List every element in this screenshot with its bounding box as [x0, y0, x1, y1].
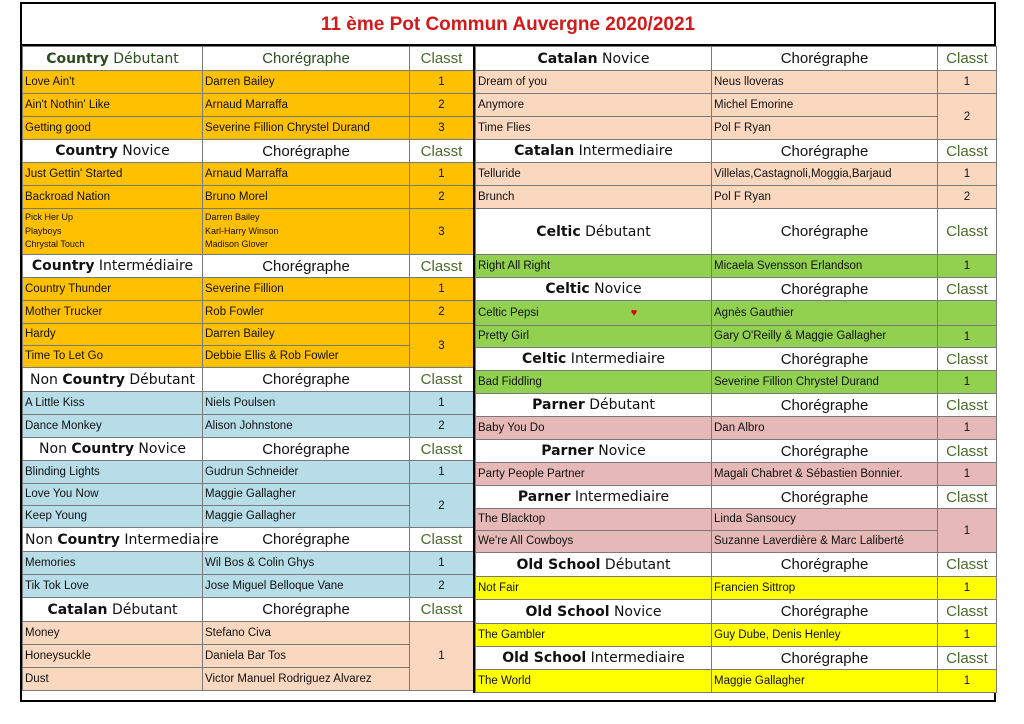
- choreographer: Pol F Ryan: [712, 117, 938, 140]
- song-title-cell: [476, 301, 712, 326]
- choreographer-header: Chorégraphe: [712, 647, 938, 670]
- left-table: [22, 46, 474, 691]
- choreographer: Agnès Gauthier: [712, 301, 938, 326]
- classt-header: Classt: [938, 553, 997, 577]
- choreographer-header: Chorégraphe: [712, 553, 938, 577]
- choreographer: Dan Albro: [712, 417, 938, 440]
- table-row: [476, 301, 997, 326]
- table-row: [23, 552, 474, 575]
- choreographer: Wil Bos & Colin Ghys: [203, 552, 410, 575]
- table-row: [23, 622, 474, 645]
- table-row: [476, 163, 997, 186]
- song-title: Keep Young: [23, 506, 203, 528]
- classt-header: Classt: [410, 255, 474, 278]
- choreographer: Niels Poulsen: [203, 392, 410, 415]
- classt-header: Classt: [410, 368, 474, 392]
- classt-value: [938, 301, 997, 326]
- choreographer: Francien Sittrop: [712, 577, 938, 600]
- choreographer-header: Chorégraphe: [712, 278, 938, 301]
- classt-value: 2: [410, 94, 474, 117]
- classt-value: 1: [938, 163, 997, 186]
- choreographer-header: Chorégraphe: [712, 600, 938, 624]
- table-row: [23, 668, 474, 691]
- choreographer: Debbie Ellis & Rob Fowler: [203, 346, 410, 368]
- song-title: Time Flies: [476, 117, 712, 140]
- choreographer-header: Chorégraphe: [712, 209, 938, 255]
- song-title: Pretty Girl: [476, 326, 712, 348]
- song-title: Celtic Pepsi: [478, 306, 539, 319]
- song-title: Country Thunder: [23, 278, 203, 301]
- song-title: Love Ain't: [23, 71, 203, 94]
- table-row: [476, 531, 997, 553]
- choreographer: Madison Glover: [205, 239, 269, 250]
- section-title: Non Country Novice: [23, 438, 203, 461]
- song-title: We're All Cowboys: [476, 531, 712, 553]
- section-header: [476, 278, 997, 301]
- table-row: [23, 186, 474, 209]
- section-header: [23, 47, 474, 71]
- choreographer: Alison Johnstone: [203, 415, 410, 438]
- choreographer: Bruno Morel: [203, 186, 410, 209]
- choreographer-header: Chorégraphe: [203, 47, 410, 71]
- choreographer-group: [203, 209, 410, 255]
- table-row: [23, 301, 474, 324]
- song-title: Getting good: [23, 117, 203, 140]
- classt-header: Classt: [938, 278, 997, 301]
- table-row: [476, 417, 997, 440]
- song-title: Party People Partner: [476, 463, 712, 486]
- table-row: [23, 71, 474, 94]
- song-title: The Gambler: [476, 624, 712, 647]
- section-header: [476, 647, 997, 670]
- section-header: [476, 140, 997, 163]
- song-title: The Blacktop: [476, 509, 712, 531]
- left-column: [22, 46, 473, 691]
- classt-value: 1: [938, 624, 997, 647]
- classt-value: 1: [410, 552, 474, 575]
- choreographer: Gudrun Schneider: [203, 461, 410, 484]
- choreographer-header: Chorégraphe: [712, 394, 938, 417]
- table-row: [476, 670, 997, 693]
- table-row: [23, 346, 474, 368]
- table-row: [23, 209, 474, 255]
- classt-value: 1: [938, 577, 997, 600]
- song-title: Brunch: [476, 186, 712, 209]
- choreographer-header: Chorégraphe: [712, 348, 938, 371]
- heart-icon: ♥: [630, 306, 638, 319]
- choreographer: Stefano Civa: [203, 622, 410, 645]
- song-title: Right All Right: [476, 255, 712, 278]
- table-row: [23, 278, 474, 301]
- classt-value: 1: [410, 278, 474, 301]
- choreographer: Daniela Bar Tos: [203, 645, 410, 668]
- choreographer: Darren Bailey: [205, 211, 260, 222]
- song-title: Backroad Nation: [23, 186, 203, 209]
- classt-value: 1: [410, 392, 474, 415]
- choreographer: Guy Dube, Denis Henley: [712, 624, 938, 647]
- section-title: Celtic Novice: [476, 278, 712, 301]
- choreographer: Rob Fowler: [203, 301, 410, 324]
- classt-value: 1: [410, 163, 474, 186]
- classt-value: 1: [938, 71, 997, 94]
- section-title: Non Country Débutant: [23, 368, 203, 392]
- song-title: Honeysuckle: [23, 645, 203, 668]
- song-title: Memories: [23, 552, 203, 575]
- choreographer-header: Chorégraphe: [203, 598, 410, 622]
- table-row: [476, 255, 997, 278]
- song-title: Just Gettin' Started: [23, 163, 203, 186]
- choreographer-header: Chorégraphe: [203, 528, 410, 552]
- table-row: [23, 324, 474, 346]
- table-row: [476, 71, 997, 94]
- classt-header: Classt: [410, 47, 474, 71]
- song-title: Chrystal Touch: [25, 239, 85, 250]
- song-title: Baby You Do: [476, 417, 712, 440]
- classt-value: 1: [410, 461, 474, 484]
- section-header: [476, 47, 997, 71]
- song-title: A Little Kiss: [23, 392, 203, 415]
- section-title: Country Débutant: [23, 47, 203, 71]
- song-title: Playboys: [25, 225, 62, 236]
- table-row: [23, 117, 474, 140]
- song-title: Not Fair: [476, 577, 712, 600]
- section-header: [476, 440, 997, 463]
- choreographer: Arnaud Marraffa: [203, 94, 410, 117]
- classt-value: 1: [938, 371, 997, 394]
- section-header: [23, 528, 474, 552]
- classt-header: Classt: [938, 209, 997, 255]
- classt-value: 1: [938, 463, 997, 486]
- choreographer-header: Chorégraphe: [712, 47, 938, 71]
- section-title: Country Intermédiaire: [23, 255, 203, 278]
- table-row: [476, 186, 997, 209]
- choreographer-header: Chorégraphe: [203, 438, 410, 461]
- song-title: The World: [476, 670, 712, 693]
- classt-value: 1: [938, 255, 997, 278]
- table-row: [23, 415, 474, 438]
- section-title: Non Country Intermediaire: [23, 528, 203, 552]
- choreographer: Darren Bailey: [203, 71, 410, 94]
- choreographer: Micaela Svensson Erlandson: [712, 255, 938, 278]
- choreographer: Gary O'Reilly & Maggie Gallagher: [712, 326, 938, 348]
- classt-value: 2: [410, 484, 474, 528]
- classt-header: Classt: [938, 600, 997, 624]
- section-header: [476, 209, 997, 255]
- table-row: [476, 117, 997, 140]
- classt-value: 1: [410, 71, 474, 94]
- classt-value: 2: [410, 186, 474, 209]
- classt-value: 1: [938, 509, 997, 553]
- choreographer-header: Chorégraphe: [203, 368, 410, 392]
- section-title: Old School Novice: [476, 600, 712, 624]
- classt-value: 2: [410, 575, 474, 598]
- song-title: Dream of you: [476, 71, 712, 94]
- section-title: Catalan Intermediaire: [476, 140, 712, 163]
- choreographer: Maggie Gallagher: [203, 484, 410, 506]
- section-title: Parner Débutant: [476, 394, 712, 417]
- section-header: [23, 438, 474, 461]
- classt-header: Classt: [938, 140, 997, 163]
- choreographer-header: Chorégraphe: [712, 440, 938, 463]
- table-row: [23, 484, 474, 506]
- classt-value: 3: [410, 209, 474, 255]
- competition-sheet: [20, 2, 996, 702]
- classt-header: Classt: [410, 528, 474, 552]
- classt-header: Classt: [410, 598, 474, 622]
- choreographer: Victor Manuel Rodriguez Alvarez: [203, 668, 410, 691]
- table-row: [476, 463, 997, 486]
- choreographer: Arnaud Marraffa: [203, 163, 410, 186]
- choreographer: Villelas,Castagnoli,Moggia,Barjaud: [712, 163, 938, 186]
- choreographer: Michel Emorine: [712, 94, 938, 117]
- choreographer: Linda Sansoucy: [712, 509, 938, 531]
- classt-header: Classt: [410, 438, 474, 461]
- song-title: Money: [23, 622, 203, 645]
- song-title: Pick Her Up: [25, 211, 74, 222]
- song-title: Dust: [23, 668, 203, 691]
- section-title: Celtic Débutant: [476, 209, 712, 255]
- section-header: [476, 394, 997, 417]
- table-row: [476, 94, 997, 117]
- section-title: Celtic Intermediaire: [476, 348, 712, 371]
- table-row: [23, 94, 474, 117]
- choreographer-header: Chorégraphe: [712, 486, 938, 509]
- table-row: [23, 163, 474, 186]
- section-header: [23, 368, 474, 392]
- classt-value: 1: [410, 622, 474, 691]
- table-row: [476, 326, 997, 348]
- classt-value: 1: [938, 670, 997, 693]
- section-title: Old School Intermediaire: [476, 647, 712, 670]
- section-title: Catalan Novice: [476, 47, 712, 71]
- classt-value: 1: [938, 417, 997, 440]
- classt-header: Classt: [938, 348, 997, 371]
- song-title: Bad Fiddling: [476, 371, 712, 394]
- section-header: [476, 600, 997, 624]
- section-title: Parner Intermediaire: [476, 486, 712, 509]
- song-title-group: [23, 209, 203, 255]
- song-title: Time To Let Go: [23, 346, 203, 368]
- choreographer: Jose Miguel Belloque Vane: [203, 575, 410, 598]
- page-title: 11 ème Pot Commun Auvergne 2020/2021: [22, 4, 994, 46]
- song-title: Ain't Nothin' Like: [23, 94, 203, 117]
- choreographer-header: Chorégraphe: [712, 140, 938, 163]
- section-title: Catalan Débutant: [23, 598, 203, 622]
- classt-header: Classt: [938, 394, 997, 417]
- song-title: Hardy: [23, 324, 203, 346]
- choreographer: Maggie Gallagher: [712, 670, 938, 693]
- choreographer: Magali Chabret & Sébastien Bonnier.: [712, 463, 938, 486]
- choreographer: Suzanne Laverdière & Marc Laliberté: [712, 531, 938, 553]
- table-row: [23, 461, 474, 484]
- classt-header: Classt: [938, 47, 997, 71]
- table-row: [476, 509, 997, 531]
- section-title: Old School Débutant: [476, 553, 712, 577]
- song-title: Dance Monkey: [23, 415, 203, 438]
- classt-value: 1: [938, 326, 997, 348]
- choreographer: Maggie Gallagher: [203, 506, 410, 528]
- table-row: [476, 624, 997, 647]
- table-row: [23, 392, 474, 415]
- song-title: Tik Tok Love: [23, 575, 203, 598]
- choreographer: Severine Fillion Chrystel Durand: [203, 117, 410, 140]
- classt-value: 2: [410, 415, 474, 438]
- choreographer-header: Chorégraphe: [203, 140, 410, 163]
- song-title: Telluride: [476, 163, 712, 186]
- right-column: [473, 46, 996, 693]
- classt-value: 3: [410, 324, 474, 368]
- choreographer: Karl-Harry Winson: [205, 225, 279, 236]
- choreographer: Severine Fillion: [203, 278, 410, 301]
- choreographer-header: Chorégraphe: [203, 255, 410, 278]
- section-header: [23, 140, 474, 163]
- classt-value: 3: [410, 117, 474, 140]
- classt-header: Classt: [410, 140, 474, 163]
- choreographer: Darren Bailey: [203, 324, 410, 346]
- section-header: [476, 348, 997, 371]
- classt-value: 2: [410, 301, 474, 324]
- section-header: [23, 255, 474, 278]
- classt-header: Classt: [938, 486, 997, 509]
- section-header: [476, 486, 997, 509]
- classt-value: 2: [938, 94, 997, 140]
- choreographer: Pol F Ryan: [712, 186, 938, 209]
- choreographer: Severine Fillion Chrystel Durand: [712, 371, 938, 394]
- classt-header: Classt: [938, 647, 997, 670]
- song-title: Mother Trucker: [23, 301, 203, 324]
- section-title: Country Novice: [23, 140, 203, 163]
- right-table: [475, 46, 997, 693]
- section-header: [476, 553, 997, 577]
- table-row: [23, 575, 474, 598]
- classt-value: 2: [938, 186, 997, 209]
- table-row: [476, 371, 997, 394]
- table-row: [23, 645, 474, 668]
- section-title: Parner Novice: [476, 440, 712, 463]
- song-title: Love You Now: [23, 484, 203, 506]
- choreographer: Neus lloveras: [712, 71, 938, 94]
- song-title: Blinding Lights: [23, 461, 203, 484]
- table-row: [476, 577, 997, 600]
- section-header: [23, 598, 474, 622]
- table-row: [23, 506, 474, 528]
- classt-header: Classt: [938, 440, 997, 463]
- song-title: Anymore: [476, 94, 712, 117]
